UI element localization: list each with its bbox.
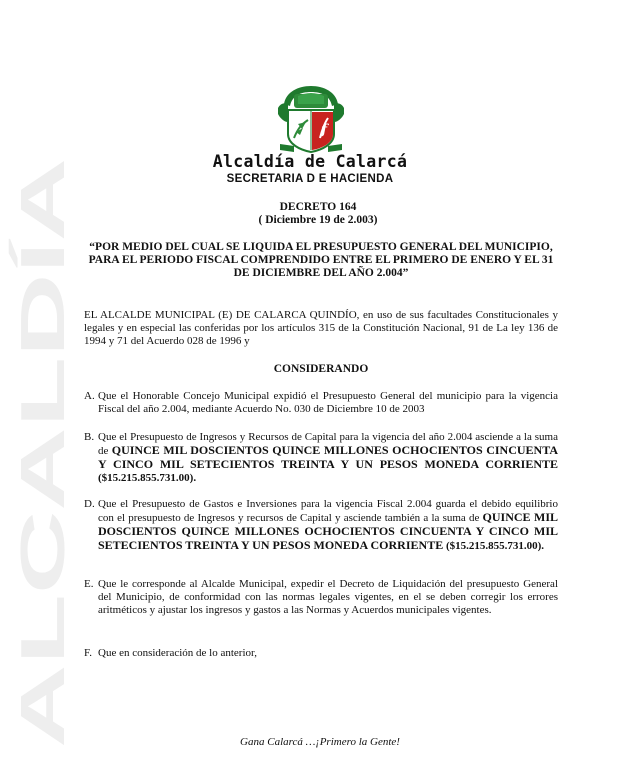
item-text: Que el Honorable Concejo Municipal expidió el Presupuesto General del municipio para la vigencia Fiscal del año 2.004, mediante Acuerdo No. 030 de Diciembre 10 de 2003 bbox=[98, 390, 558, 415]
item-text: Que el Presupuesto de Gastos e Inversiones para la vigencia Fiscal 2.004 guarda el debido equilibrio con el presupuesto de Ingresos y recursos de Capital y asciende también a la suma de bbox=[98, 498, 558, 524]
item-amount: QUINCE MIL DOSCIENTOS QUINCE MILLONES OCHOCIENTOS CINCUENTA Y CINCO MIL SETECIENTOS TREINTA Y UN PESOS MONEDA CORRIENTE bbox=[98, 510, 558, 552]
considerando-heading: CONSIDERANDO bbox=[273, 363, 369, 375]
item-text: Que en consideración de lo anterior, bbox=[98, 647, 257, 659]
list-item bbox=[84, 647, 558, 660]
item-text: Que le corresponde al Alcalde Municipal, expedir el Decreto de Liquidación del presupuesto General del Municipio, de conformidad con las normas legales vigentes, en el se deben corregir los errores aritméticos y ajustar los ingresos y gastos a las Normas y Acuerdos municipales vigentes. bbox=[98, 578, 558, 616]
item-amount: QUINCE MIL DOSCIENTOS QUINCE MILLONES OCHOCIENTOS CINCUENTA Y CINCO MIL SETECIENTOS TREINTA Y UN PESOS MONEDA CORRIENTE bbox=[98, 443, 559, 471]
decree-number: DECRETO 164 bbox=[279, 201, 357, 213]
list-item bbox=[84, 498, 558, 553]
intro-paragraph: EL ALCALDE MUNICIPAL (E) DE CALARCA QUINDÍO, en uso de sus facultades Constitucionales y legales y en especial las conferidas por los artículos 315 de la Constitución Nacional, 91 de La ley 136 de 1994 y 71 del Acuerdo 028 de 1996 y bbox=[84, 309, 558, 347]
item-label: A. bbox=[84, 390, 95, 402]
decree-date: ( Diciembre 19 de 2.003) bbox=[258, 214, 378, 226]
watermark-text: ALCALDÍA bbox=[9, 431, 78, 748]
svg-text:f: f bbox=[321, 122, 328, 138]
item-label: E. bbox=[84, 578, 94, 590]
item-label: F. bbox=[84, 647, 92, 659]
list-item bbox=[84, 431, 558, 485]
item-text: Que el Presupuesto de Ingresos y Recursos de Capital para la vigencia del año 2.004 asciende a la suma de bbox=[98, 431, 558, 457]
item-label: B. bbox=[84, 431, 95, 443]
list-item bbox=[84, 390, 558, 416]
footer-slogan: Gana Calarcá …¡Primero la Gente! bbox=[240, 736, 400, 748]
org-title: Alcaldía de Calarcá bbox=[212, 152, 408, 171]
decree-subject: “POR MEDIO DEL CUAL SE LIQUIDA EL PRESUPUESTO GENERAL DEL MUNICIPIO, PARA EL PERIODO FISCAL COMPRENDIDO ENTRE EL PRIMERO DE ENERO Y EL 31 DE DICIEMBRE DEL AÑO 2.004” bbox=[88, 241, 554, 279]
item-figure: ($15.215.855.731.00). bbox=[445, 540, 545, 552]
list-item bbox=[84, 578, 558, 617]
alcaldia-watermark bbox=[9, 150, 78, 750]
item-figure: ($15.215.855.731.00). bbox=[98, 472, 197, 484]
calarca-coat-of-arms-icon bbox=[276, 82, 346, 154]
item-label: D. bbox=[84, 498, 95, 510]
org-subtitle: SECRETARIA D E HACIENDA bbox=[226, 173, 394, 185]
